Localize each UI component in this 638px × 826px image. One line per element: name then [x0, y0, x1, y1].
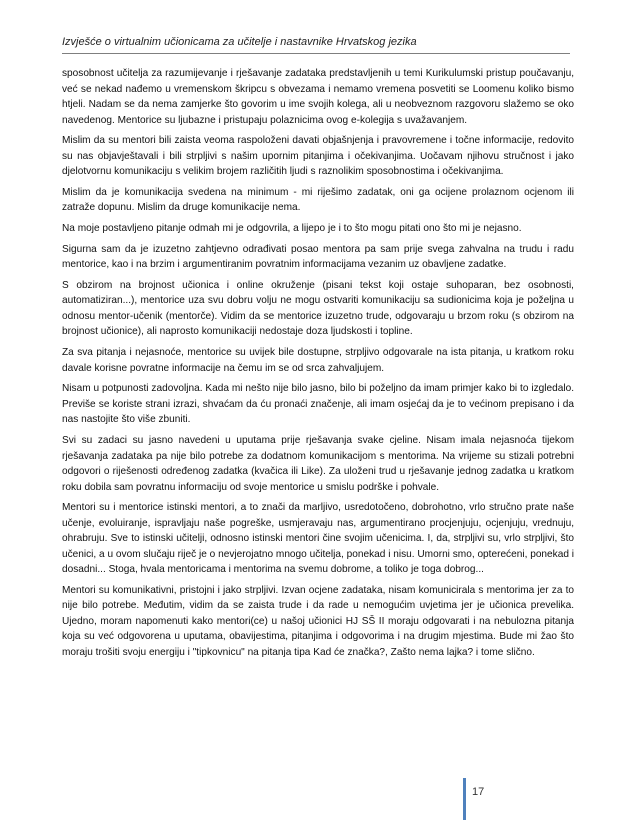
- paragraph: S obzirom na brojnost učionica i online okruženje (pisani tekst koji ostaje suhoparan, bez osobnosti, automatiziran...), mentorice uza svu dobru volju ne mogu ostvariti komunikaciju sa sudionicima koja je poželjna u odnosu mentor-učenik (mentorče). Vidim da se mentorice izuzetno trude, odgovaraju u brzom roku (s obzirom na brojnost učionice), ali naprosto komunikaciji nedostaje doza ljudskosti i topline.: [62, 279, 574, 338]
- page-header: Izvješće o virtualnim učionicama za učitelje i nastavnike Hrvatskog jezika: [62, 36, 417, 48]
- paragraph: Mentori su i mentorice istinski mentori, a to znači da marljivo, usredotočeno, dobrohotno, vrlo stručno prate naše učenje, evoluiranje, ispravljaju naše pogreške, usmjeravaju nas, argumentirano procjenjuju, ocjenjuju, vrednuju, ohrabruju. Sve to istinski učitelji, odnosno istinski mentori čine svojim učenicima. I, da, strpljivi su, vrlo strpljivi, što učenici, a u ovom slučaju riječ je o nevjerojatno mnogo učitelja, ponekad i nisu. Umorni smo, opterećeni, ponekad i dosadni... Stoga, hvala mentoricama i mentorima na svemu dobrome, a toliko je toga dobrog...: [62, 502, 574, 576]
- page-number-accent-bar: [463, 778, 466, 820]
- header-divider: [62, 53, 570, 54]
- page-number: 17: [472, 786, 485, 798]
- body-text: [62, 66, 574, 666]
- paragraph: Mislim da su mentori bili zaista veoma raspoloženi davati objašnjenja i pravovremene i točne informacije, redovito su nas objavještavali i bili strpljivi s našim upornim pitanjima i očekivanjima. Uočavam njihovu stručnost i jako djelotvornu komunikaciju s velikim brojem različitih ljudi s raznolikim sposobnostima i očekivanjima.: [62, 135, 574, 178]
- paragraph: sposobnost učitelja za razumijevanje i rješavanje zadataka predstavljenih u temi Kurikulumski pristup poučavanju, već se nekad nađemo u vremenskom škripcu s obvezama i nemamo vremena posvetiti se Loomenu koliko bismo htjeli. Nadam se da nema zamjerke što govorim u ime svojih kolega, ali u neobveznom razgovoru slažemo se oko navedenog. Mentorice su ljubazne i pristupaju polaznicima ovog e-kolegija s uvažavanjem.: [62, 68, 574, 126]
- paragraph: Sigurna sam da je izuzetno zahtjevno odrađivati posao mentora pa sam prije svega zahvalna na trudu i radu mentorice, kao i na brzim i argumentiranim povratnim informacijama vezanim uz obavljene zadatke.: [62, 243, 574, 271]
- paragraph: Za sva pitanja i nejasnoće, mentorice su uvijek bile dostupne, strpljivo odgovarale na ista pitanja, u kratkom roku davale korisne povratne informacije na čemu im se od srca zahvaljujem.: [62, 347, 574, 374]
- paragraph: Mentori su komunikativni, pristojni i jako strpljivi. Izvan ocjene zadataka, nisam komunicirala s mentorima jer za to nije bilo potrebe. Međutim, vidim da se zaista trude i da rade u nemogućim uvjetima jer je učionica prevelika. Ujedno, moram napomenuti kako mentori(ce) u našoj učionici HJ SŠ II moraju odgovarati i na nebulozna pitanja koja su već odgovorena u uputama, obavijestima, pitanjima i odgovorima i na drugim mjestima. Bude mi žao što moraju trošiti svoju energiju i "tipkovnicu" na pitanja tipa Kad će značka?, Zašto nema lajka? i tome slično.: [62, 584, 574, 658]
- paragraph: Na moje postavljeno pitanje odmah mi je odgovrila, a lijepo je i to što mogu pitati ono što mi je nejasno.: [62, 223, 522, 235]
- paragraph: Svi su zadaci su jasno navedeni u uputama prije rješavanja svake cjeline. Nisam imala nejasnoća tijekom rješavanja zadataka pa nije bilo potrebe za dodatnom komunikacijom s mentorima. Na vrijeme su stizali potrebni odgovori o riješenosti određenog zadatka (kvačica ili Like). Za uloženi trud u rješavanje jednog zadatka u kratkom roku dobila sam povratnu informaciju od svoje mentorice u smislu podrške i pohvale.: [62, 435, 574, 493]
- paragraph: Nisam u potpunosti zadovoljna. Kada mi nešto nije bilo jasno, bilo bi poželjno da imam primjer kako bi to izgledalo. Previše se koriste strani izrazi, shvaćam da ću pronaći značenje, ali imam osjećaj da je to većinom prepisano i da nas nastojite što više zbuniti.: [62, 383, 574, 426]
- paragraph: Mislim da je komunikacija svedena na minimum - mi riješimo zadatak, oni ga ocijene prolaznom ocjenom ili zatraže dopunu. Mislim da druge komunikacije nema.: [62, 186, 574, 214]
